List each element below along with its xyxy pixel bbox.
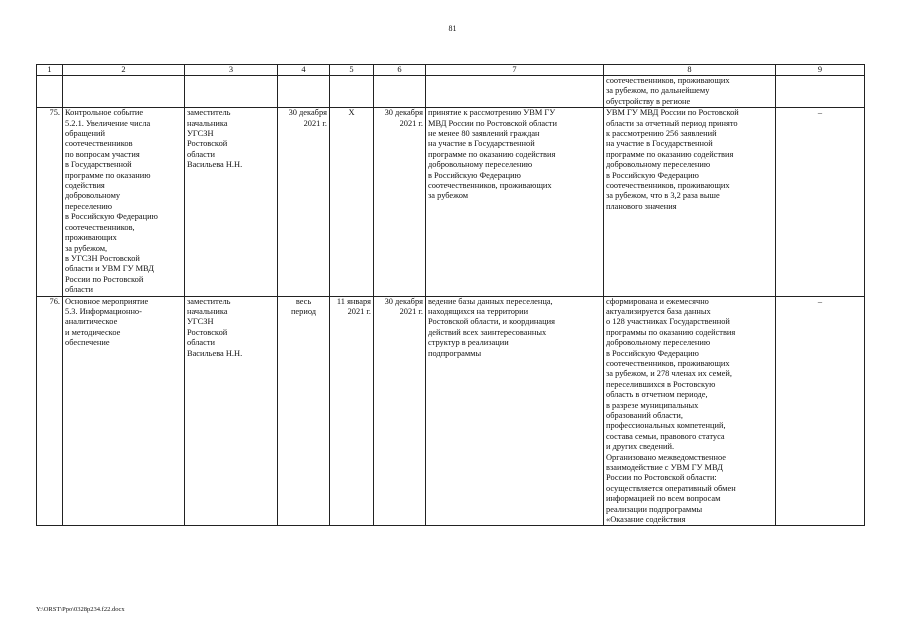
result-fact-continuation: соотечественников, проживающих за рубежом, по дальнейшему обустройству в регионе xyxy=(606,76,730,106)
planned-start-date: весь период xyxy=(290,296,317,316)
column-header: 2 xyxy=(63,65,185,76)
table-row xyxy=(37,296,865,526)
notes-cell: – xyxy=(776,108,865,296)
table-row-continuation xyxy=(37,76,865,108)
row-number: 76. xyxy=(37,296,63,526)
row-number: 75. xyxy=(37,108,63,296)
actual-result: сформирована и ежемесячно актуализируется база данных о 128 участниках Государственной программы по оказанию содействия добровольному переселению в Российскую Федерацию соотечественников, проживающих за рубежом, и 278 членах их семей, переселившихся в Ростовскую область в отчетном периоде, в разрезе муниципальных образований области, профессиональных компетенций, состава семьи, правового статуса и других сведений. Организовано межведомственное взаимодействие с УВМ ГУ МВД России по Ростовской области: осуществляется оперативный обмен информацией по всем вопросам реализации подпрограммы «Оказание содействия xyxy=(606,296,736,525)
actual-result: УВМ ГУ МВД России по Ростовской области за отчетный период принято к рассмотрению 256 заявлений на участие в Государственной программе по оказанию содействия добровольному переселению в Российскую Федерацию соотечественников, проживающих за рубежом, что в 3,2 раза выше планового значения xyxy=(606,108,739,211)
column-header: 6 xyxy=(374,65,426,76)
actual-start-date: 11 января 2021 г. xyxy=(336,296,371,316)
column-number-row xyxy=(37,65,865,76)
event-name: Контрольное событие 5.2.1. Увеличение числа обращений соотечественников по вопросам участия в Государственной программе по оказанию содействия добровольному переселению в Российскую Федерацию соотечественников, проживающих за рубежом, в УГСЗН Ростовской области и УВМ ГУ МВД России по Ростовской области xyxy=(65,108,158,295)
table-row xyxy=(37,108,865,296)
report-table xyxy=(36,64,865,526)
file-path-footer: Y:\ORST\Ppo\0328p234.f22.docx xyxy=(36,606,125,613)
actual-start-date: Х xyxy=(348,108,355,118)
page-number: 81 xyxy=(448,24,457,33)
end-date: 30 декабря 2021 г. xyxy=(384,108,423,128)
column-header: 5 xyxy=(330,65,374,76)
column-header: 7 xyxy=(426,65,604,76)
expected-result: принятие к рассмотрению УВМ ГУ МВД России по Ростовской области не менее 80 заявлений граждан на участие в Государственной программе по оказанию содействия добровольному переселению в Российскую Федерацию соотечественников, проживающих за рубежом xyxy=(428,108,557,201)
column-header: 4 xyxy=(278,65,330,76)
event-name: Основное мероприятие 5.3. Информационно- аналитическое и методическое обеспечение xyxy=(65,296,149,348)
responsible-person: заместитель начальника УГСЗН Ростовской области Васильева Н.Н. xyxy=(187,108,243,170)
responsible-person: заместитель начальника УГСЗН Ростовской области Васильева Н.Н. xyxy=(187,296,243,358)
column-header: 9 xyxy=(776,65,865,76)
expected-result: ведение базы данных переселенца, находящихся на территории Ростовской области, и координация действий всех заинтересованных структур в реализации подпрограммы xyxy=(428,296,555,358)
column-header: 1 xyxy=(37,65,63,76)
column-header: 8 xyxy=(604,65,776,76)
column-header: 3 xyxy=(185,65,278,76)
end-date: 30 декабря 2021 г. xyxy=(384,296,423,316)
notes-cell: – xyxy=(776,296,865,526)
planned-start-date: 30 декабря 2021 г. xyxy=(288,108,327,128)
